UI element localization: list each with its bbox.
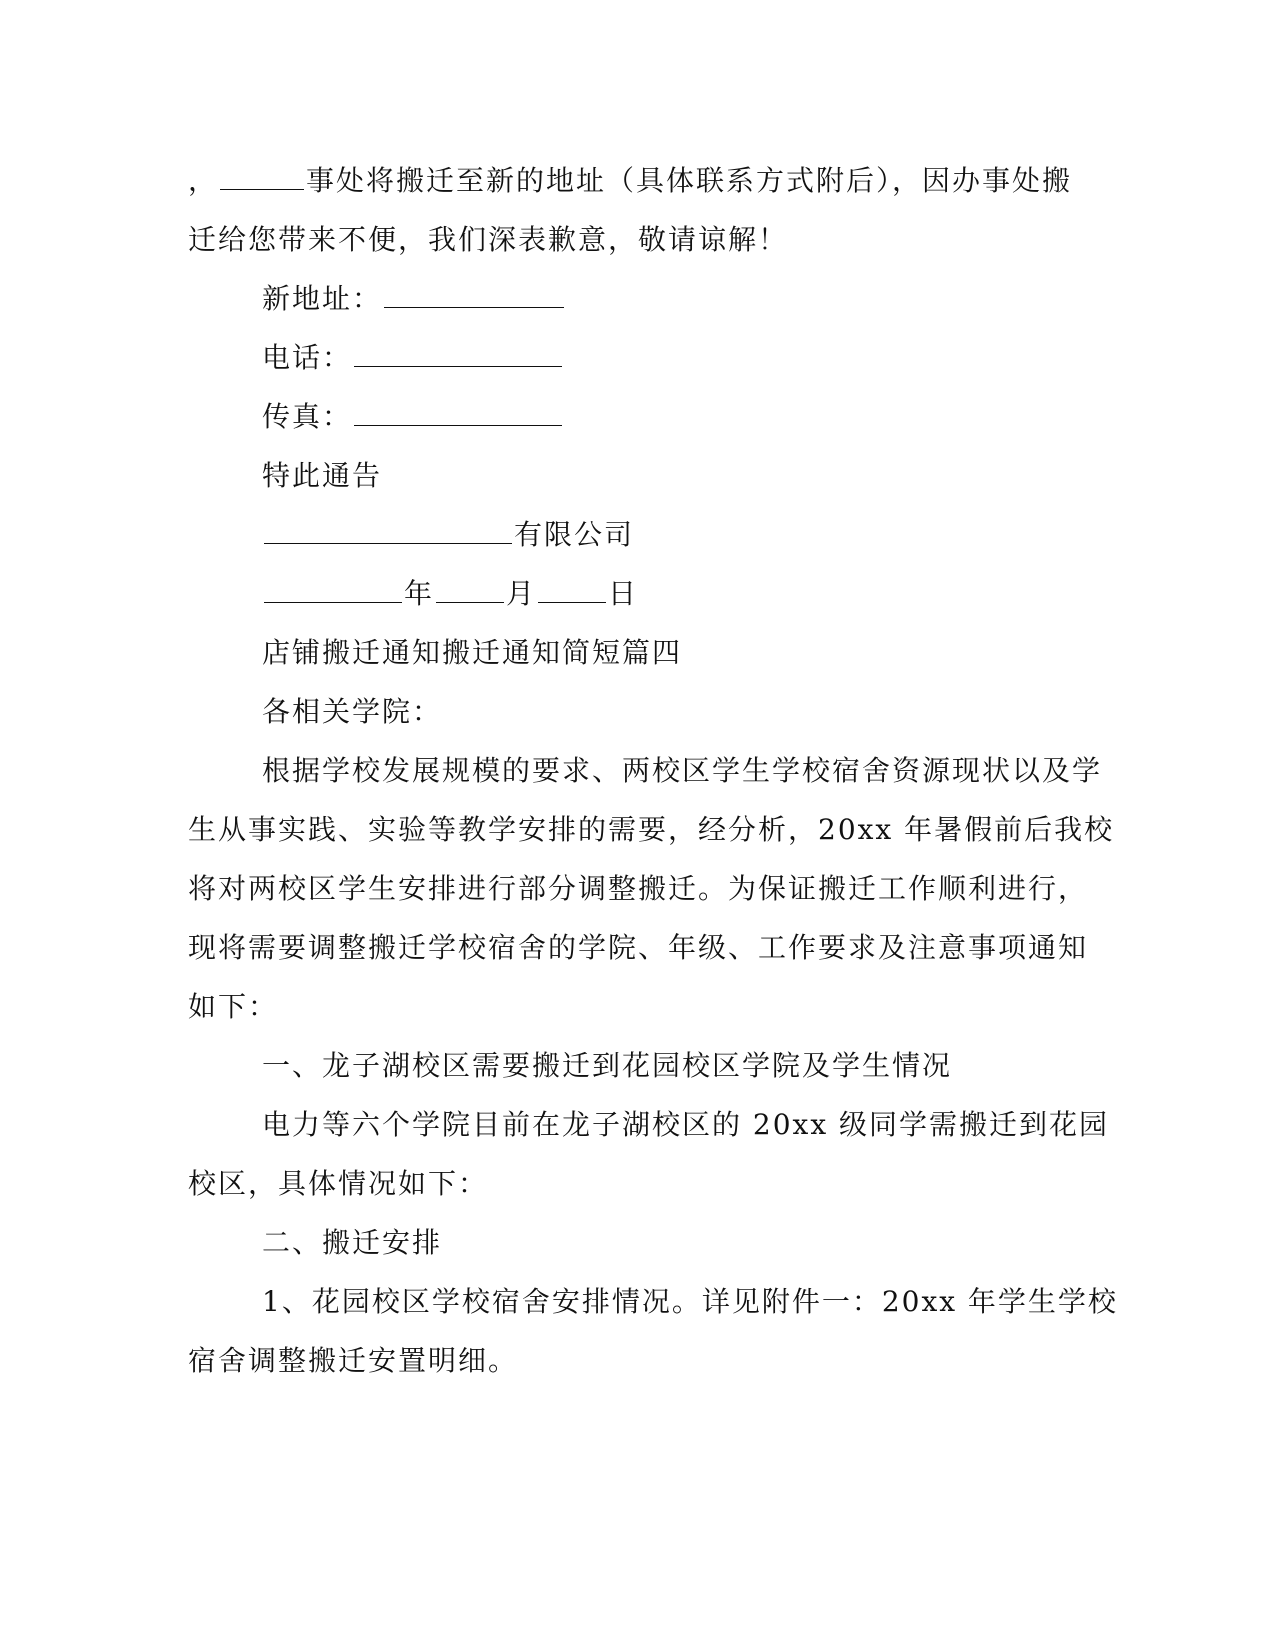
paragraph-3-line-2 [0, 1343, 1275, 1379]
paragraph-text: 1、花园校区学校宿舍安排情况。详见附件一：20xx 年学生学校 [262, 1285, 1118, 1318]
salutation [0, 694, 1275, 730]
section-title-text: 店铺搬迁通知搬迁通知简短篇四 [262, 636, 683, 669]
paragraph-text: 根据学校发展规模的要求、两校区学生学校宿舍资源现状以及学 [262, 754, 1103, 787]
apology-text: 迁给您带来不便，我们深表歉意，敬请谅解！ [188, 223, 789, 256]
paragraph-2-line-1 [0, 1107, 1275, 1143]
paragraph-text: 如下： [188, 990, 279, 1023]
day-blank [538, 576, 606, 603]
paragraph-text: 生从事实践、实验等教学安排的需要，经分析，20xx 年暑假前后我校 [188, 813, 1115, 846]
paragraph-text: 校区，具体情况如下： [188, 1167, 489, 1200]
leading-comma: ， [188, 164, 219, 197]
date-line [0, 576, 1275, 612]
company-name-blank [264, 517, 512, 544]
address-label: 新地址： [262, 282, 383, 315]
paragraph-1-line-1 [0, 753, 1275, 789]
paragraph-1-line-2 [0, 812, 1275, 848]
notice-text: 特此通告 [262, 459, 383, 492]
salutation-text: 各相关学院： [262, 695, 443, 728]
paragraph-1-line-3 [0, 871, 1275, 907]
fax-blank [354, 399, 562, 426]
address-blank [384, 281, 564, 308]
paragraph-2-line-2 [0, 1166, 1275, 1202]
day-label: 日 [608, 577, 639, 610]
notice-line-1 [0, 163, 1275, 199]
fax-line [0, 399, 1275, 435]
paragraph-text: 宿舍调整搬迁安置明细。 [188, 1344, 519, 1377]
notice-line-2 [0, 222, 1275, 258]
paragraph-1-line-4 [0, 930, 1275, 966]
year-blank [264, 576, 402, 603]
relocation-text: 事处将搬迁至新的地址（具体联系方式附后），因办事处搬 [306, 164, 1073, 197]
notice-closing [0, 458, 1275, 494]
heading-1 [0, 1048, 1275, 1084]
paragraph-1-line-5 [0, 989, 1275, 1025]
address-line [0, 281, 1275, 317]
fax-label: 传真： [262, 400, 353, 433]
month-label: 月 [506, 577, 537, 610]
phone-line [0, 340, 1275, 376]
heading-text: 一、龙子湖校区需要搬迁到花园校区学院及学生情况 [262, 1049, 953, 1082]
section-title [0, 635, 1275, 671]
office-name-blank [220, 163, 304, 190]
month-blank [436, 576, 504, 603]
paragraph-text: 电力等六个学院目前在龙子湖校区的 20xx 级同学需搬迁到花园 [262, 1108, 1110, 1141]
heading-2 [0, 1225, 1275, 1261]
company-suffix: 有限公司 [514, 518, 635, 551]
paragraph-text: 现将需要调整搬迁学校宿舍的学院、年级、工作要求及注意事项通知 [188, 931, 1089, 964]
year-label: 年 [404, 577, 435, 610]
paragraph-text: 将对两校区学生安排进行部分调整搬迁。为保证搬迁工作顺利进行， [188, 872, 1089, 905]
phone-label: 电话： [262, 341, 353, 374]
company-line [0, 517, 1275, 553]
paragraph-3-line-1 [0, 1284, 1275, 1320]
phone-blank [354, 340, 562, 367]
heading-text: 二、搬迁安排 [262, 1226, 443, 1259]
